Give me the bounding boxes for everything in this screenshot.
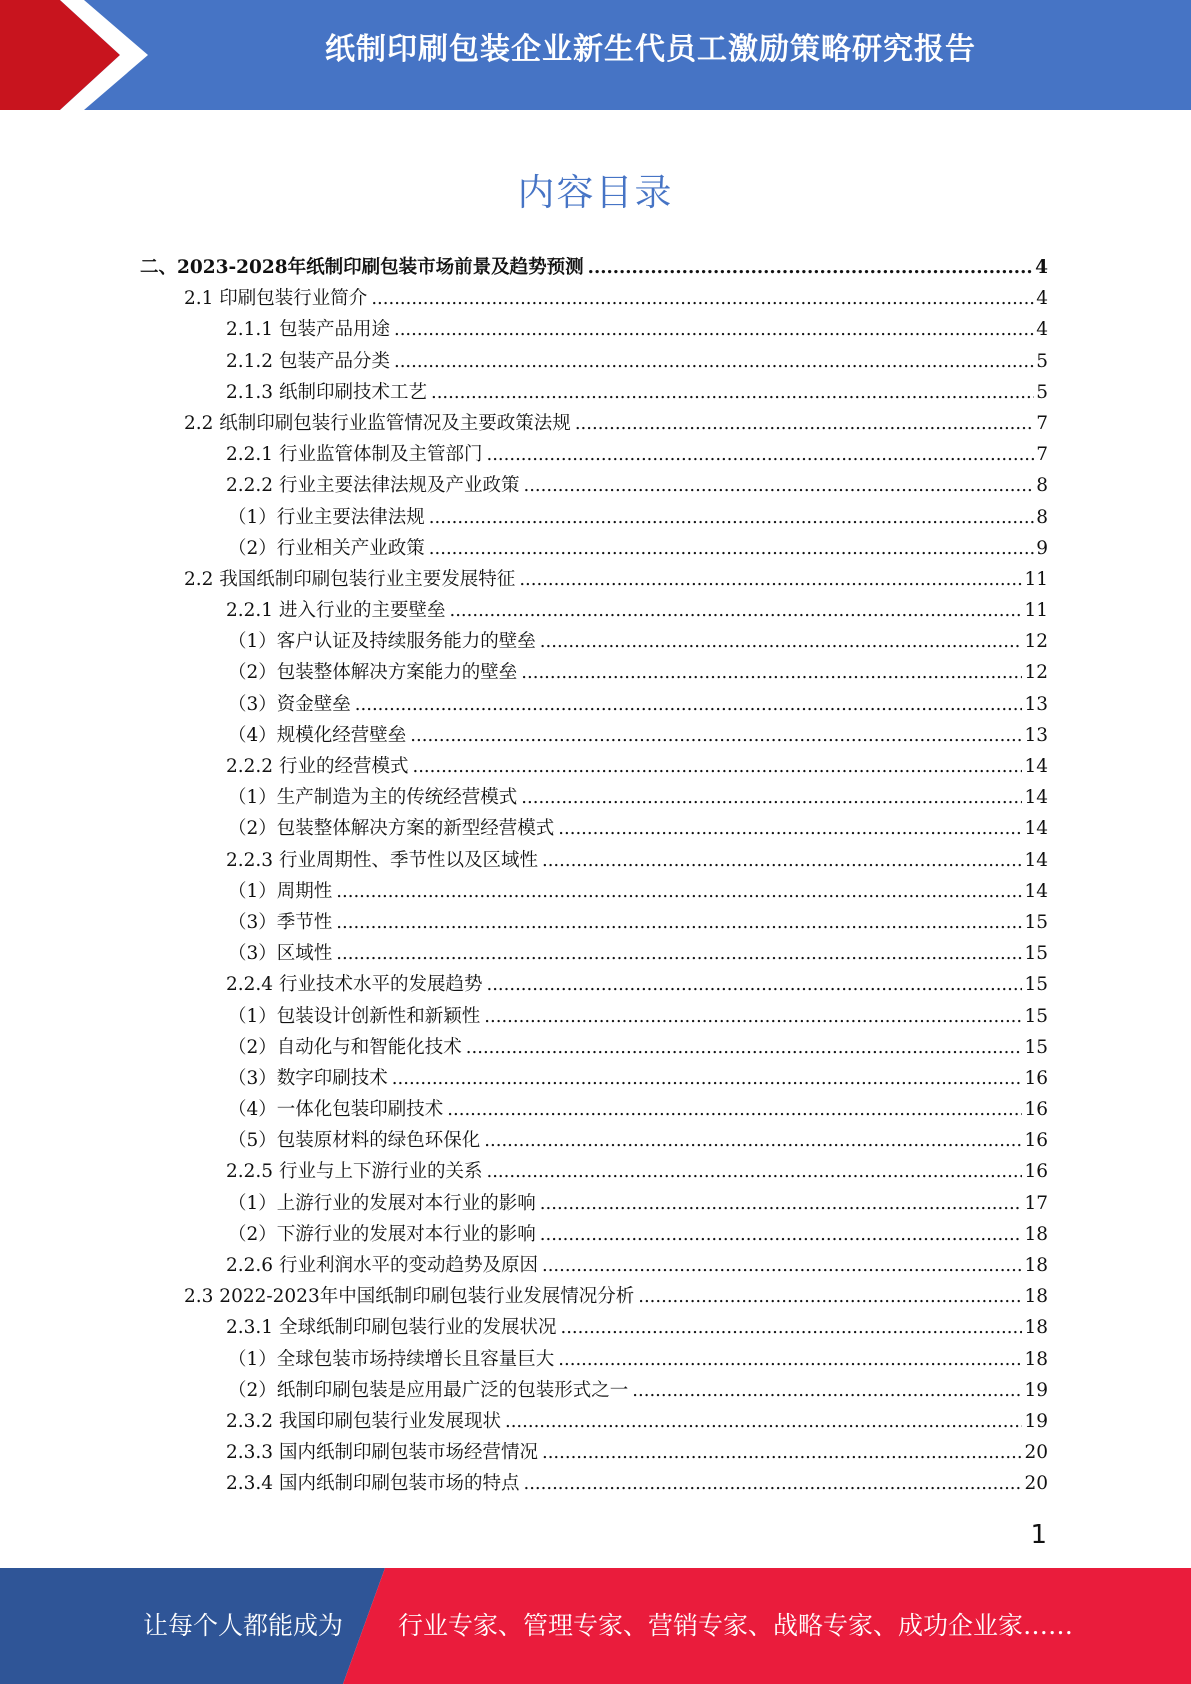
toc-entry-label: 2.3.1 全球纸制印刷包装行业的发展状况	[226, 1317, 557, 1339]
toc-dot-leader	[371, 288, 1034, 309]
toc-entry[interactable]	[140, 752, 1048, 783]
toc-dot-leader	[336, 881, 1022, 902]
toc-entry[interactable]	[140, 253, 1048, 284]
toc-entry-page: 15	[1024, 974, 1048, 996]
toc-dot-leader	[632, 1380, 1022, 1401]
toc-dot-leader	[466, 1037, 1023, 1058]
toc-entry[interactable]	[140, 347, 1048, 378]
toc-entry-label: （4）规模化经营壁垒	[228, 724, 407, 746]
toc-entry-label: 二、2023-2028年纸制印刷包装市场前景及趋势预测	[140, 257, 584, 278]
toc-dot-leader	[484, 1130, 1022, 1151]
toc-entry-label: 2.3.3 国内纸制印刷包装市场经营情况	[226, 1442, 538, 1464]
toc-entry-label: （3）季节性	[228, 911, 333, 933]
toc-dot-leader	[638, 1286, 1022, 1307]
toc-entry[interactable]	[140, 565, 1048, 596]
toc-entry[interactable]	[140, 939, 1048, 970]
toc-entry-label: （2）行业相关产业政策	[228, 537, 425, 559]
toc-entry[interactable]	[140, 1438, 1048, 1469]
toc-entry-label: 2.1.2 包装产品分类	[226, 350, 390, 372]
toc-entry[interactable]	[140, 409, 1048, 440]
toc-entry-label: 2.2.2 行业主要法律法规及产业政策	[226, 475, 520, 497]
toc-dot-leader	[542, 1442, 1022, 1463]
toc-dot-leader	[394, 319, 1034, 340]
toc-entry-page: 14	[1024, 818, 1048, 840]
toc-entry-label: （5）包装原材料的绿色环保化	[228, 1130, 481, 1152]
toc-dot-leader	[410, 725, 1022, 746]
toc-entry[interactable]	[140, 1002, 1048, 1033]
toc-heading: 内容目录	[517, 171, 674, 214]
toc-entry-label: 2.3 2022-2023年中国纸制印刷包装行业发展情况分析	[184, 1286, 635, 1308]
toc-dot-leader	[429, 538, 1034, 559]
toc-entry[interactable]	[140, 1033, 1048, 1064]
toc-entry-page: 7	[1036, 444, 1048, 466]
footer-slogan-left: 让每个人都能成为	[143, 1611, 344, 1640]
toc-entry-page: 11	[1024, 600, 1048, 622]
toc-entry[interactable]	[140, 1469, 1048, 1500]
toc-entry-label: （3）区域性	[228, 943, 333, 965]
toc-dot-leader	[486, 444, 1034, 465]
toc-entry[interactable]	[140, 877, 1048, 908]
toc-entry[interactable]	[140, 1282, 1048, 1313]
toc-entry-label: 2.2.4 行业技术水平的发展趋势	[226, 974, 483, 996]
toc-entry[interactable]	[140, 1376, 1048, 1407]
toc-entry-label: 2.1.3 纸制印刷技术工艺	[226, 381, 427, 403]
toc-entry[interactable]	[140, 1313, 1048, 1344]
toc-entry-label: 2.3.2 我国印刷包装行业发展现状	[226, 1410, 501, 1432]
toc-dot-leader	[429, 507, 1034, 528]
toc-entry-page: 9	[1036, 537, 1048, 559]
toc-entry-label: （3）数字印刷技术	[228, 1067, 388, 1089]
toc-dot-leader	[447, 1099, 1022, 1120]
header-title: 纸制印刷包装企业新生代员工激励策略研究报告	[325, 32, 976, 67]
toc-entry-page: 8	[1036, 475, 1048, 497]
toc-entry[interactable]	[140, 284, 1048, 315]
toc-entry-page: 14	[1024, 756, 1048, 777]
header-band	[0, 0, 1191, 110]
toc-entry-page: 13	[1024, 693, 1048, 715]
toc-entry[interactable]	[140, 596, 1048, 627]
toc-entry[interactable]	[140, 1407, 1048, 1438]
toc-entry-page: 16	[1024, 1067, 1048, 1089]
toc-dot-leader	[486, 1161, 1022, 1182]
toc-entry-page: 4	[1036, 319, 1048, 341]
toc-entry[interactable]	[140, 315, 1048, 346]
toc-entry-page: 4	[1035, 257, 1048, 278]
toc-entry-label: （1）周期性	[228, 880, 333, 902]
toc-entry-page: 18	[1024, 1223, 1048, 1245]
toc-dot-leader	[542, 1255, 1022, 1276]
toc-dot-leader	[431, 382, 1034, 403]
toc-entry-page: 18	[1024, 1317, 1048, 1339]
toc-dot-leader	[558, 1349, 1022, 1370]
toc-entry-label: 2.2.3 行业周期性、季节性以及区域性	[226, 849, 538, 871]
toc-dot-leader	[523, 1473, 1022, 1494]
toc-entry-label: 2.2.1 行业监管体制及主管部门	[226, 444, 483, 466]
toc-entry[interactable]	[140, 783, 1048, 814]
toc-dot-leader	[560, 1317, 1022, 1338]
toc-entry-page: 18	[1024, 1255, 1048, 1276]
toc-entry-page: 19	[1024, 1410, 1048, 1432]
toc-entry[interactable]	[140, 970, 1048, 1001]
toc-entry-page: 15	[1024, 1005, 1048, 1027]
toc-entry[interactable]	[140, 440, 1048, 471]
toc-entry-label: （3）资金壁垒	[228, 693, 351, 715]
toc-entry-page: 20	[1024, 1473, 1048, 1495]
toc-entry-label: （2）包装整体解决方案能力的壁垒	[228, 662, 518, 684]
toc-dot-leader	[521, 662, 1022, 683]
toc-entry-label: （1）包装设计创新性和新颖性	[228, 1005, 481, 1027]
toc-entry[interactable]	[140, 627, 1048, 658]
toc-entry-label: （2）自动化与和智能化技术	[228, 1036, 462, 1058]
toc-entry-page: 12	[1024, 631, 1048, 653]
toc-entry-label: 2.2.1 进入行业的主要壁垒	[226, 600, 446, 622]
toc-entry-label: （4）一体化包装印刷技术	[228, 1099, 444, 1121]
toc-entry-page: 14	[1024, 787, 1048, 809]
table-of-contents	[140, 253, 1048, 1501]
toc-entry-label: （1）全球包装市场持续增长且容量巨大	[228, 1348, 555, 1370]
toc-entry-page: 16	[1024, 1130, 1048, 1152]
toc-dot-leader	[412, 756, 1022, 777]
toc-entry[interactable]	[140, 503, 1048, 534]
toc-dot-leader	[449, 600, 1022, 621]
toc-entry-page: 17	[1024, 1192, 1048, 1214]
toc-dot-leader	[540, 1224, 1023, 1245]
toc-entry-label: （2）纸制印刷包装是应用最广泛的包装形式之一	[228, 1379, 629, 1401]
toc-dot-leader	[521, 787, 1022, 808]
toc-entry-page: 7	[1036, 412, 1048, 434]
toc-entry-label: 2.2 纸制印刷包装行业监管情况及主要政策法规	[184, 412, 571, 434]
toc-entry-page: 4	[1036, 288, 1048, 310]
toc-entry[interactable]	[140, 1095, 1048, 1126]
page-number: 1	[1030, 1520, 1047, 1550]
toc-entry-page: 18	[1024, 1348, 1048, 1370]
toc-entry-page: 15	[1024, 911, 1048, 933]
toc-entry-label: 2.1.1 包装产品用途	[226, 319, 390, 341]
toc-entry[interactable]	[140, 1220, 1048, 1251]
toc-entry-page: 5	[1036, 381, 1048, 403]
toc-entry[interactable]	[140, 908, 1048, 939]
toc-entry-page: 20	[1024, 1442, 1048, 1464]
toc-dot-leader	[505, 1411, 1022, 1432]
toc-entry-page: 14	[1024, 880, 1048, 902]
toc-dot-leader	[355, 694, 1023, 715]
toc-dot-leader	[588, 257, 1033, 278]
toc-entry-label: （1）生产制造为主的传统经营模式	[228, 787, 518, 809]
toc-entry-page: 15	[1024, 943, 1048, 965]
toc-entry-label: （2）下游行业的发展对本行业的影响	[228, 1223, 536, 1245]
toc-entry-label: 2.2.5 行业与上下游行业的关系	[226, 1161, 483, 1183]
toc-entry-label: （1）行业主要法律法规	[228, 506, 425, 528]
toc-dot-leader	[542, 850, 1022, 871]
footer-slogan-right: 行业专家、管理专家、营销专家、战略专家、成功企业家……	[398, 1611, 1074, 1640]
toc-entry[interactable]	[140, 1345, 1048, 1376]
toc-entry[interactable]	[140, 471, 1048, 502]
toc-entry-page: 8	[1036, 506, 1048, 528]
toc-entry-page: 14	[1024, 849, 1048, 871]
toc-entry[interactable]	[140, 1251, 1048, 1282]
toc-dot-leader	[519, 569, 1022, 590]
toc-dot-leader	[336, 943, 1022, 964]
toc-dot-leader	[540, 1193, 1023, 1214]
toc-entry-label: 2.1 印刷包装行业简介	[184, 288, 368, 310]
toc-entry-page: 12	[1024, 662, 1048, 684]
toc-entry-label: （1）上游行业的发展对本行业的影响	[228, 1192, 536, 1214]
toc-dot-leader	[336, 912, 1022, 933]
toc-dot-leader	[394, 351, 1034, 372]
toc-entry-page: 5	[1036, 350, 1048, 372]
toc-entry-page: 15	[1024, 1036, 1048, 1058]
toc-dot-leader	[523, 475, 1034, 496]
toc-entry[interactable]	[140, 1126, 1048, 1157]
toc-dot-leader	[575, 413, 1034, 434]
toc-dot-leader	[484, 1006, 1022, 1027]
toc-entry-label: 2.3.4 国内纸制印刷包装市场的特点	[226, 1473, 520, 1495]
toc-entry[interactable]	[140, 658, 1048, 689]
toc-entry[interactable]	[140, 690, 1048, 721]
toc-entry-label: （2）包装整体解决方案的新型经营模式	[228, 818, 555, 840]
toc-entry-label: 2.2.2 行业的经营模式	[226, 756, 409, 777]
toc-entry-label: 2.2.6 行业利润水平的变动趋势及原因	[226, 1255, 538, 1276]
toc-entry[interactable]	[140, 846, 1048, 877]
toc-dot-leader	[392, 1068, 1023, 1089]
toc-entry-page: 18	[1024, 1286, 1048, 1308]
toc-entry-label: （1）客户认证及持续服务能力的壁垒	[228, 631, 536, 653]
toc-entry[interactable]	[140, 814, 1048, 845]
footer-band	[0, 1568, 1191, 1684]
toc-entry-page: 16	[1024, 1099, 1048, 1121]
toc-entry-label: 2.2 我国纸制印刷包装行业主要发展特征	[184, 568, 516, 590]
toc-entry-page: 11	[1024, 568, 1048, 590]
toc-entry[interactable]	[140, 534, 1048, 565]
toc-entry[interactable]	[140, 378, 1048, 409]
toc-entry[interactable]	[140, 721, 1048, 752]
toc-entry[interactable]	[140, 1189, 1048, 1220]
toc-entry[interactable]	[140, 1157, 1048, 1188]
toc-entry-page: 19	[1024, 1379, 1048, 1401]
toc-dot-leader	[558, 818, 1022, 839]
toc-dot-leader	[540, 631, 1023, 652]
toc-entry[interactable]	[140, 1064, 1048, 1095]
toc-entry-page: 16	[1024, 1161, 1048, 1183]
toc-dot-leader	[486, 974, 1022, 995]
toc-entry-page: 13	[1024, 724, 1048, 746]
